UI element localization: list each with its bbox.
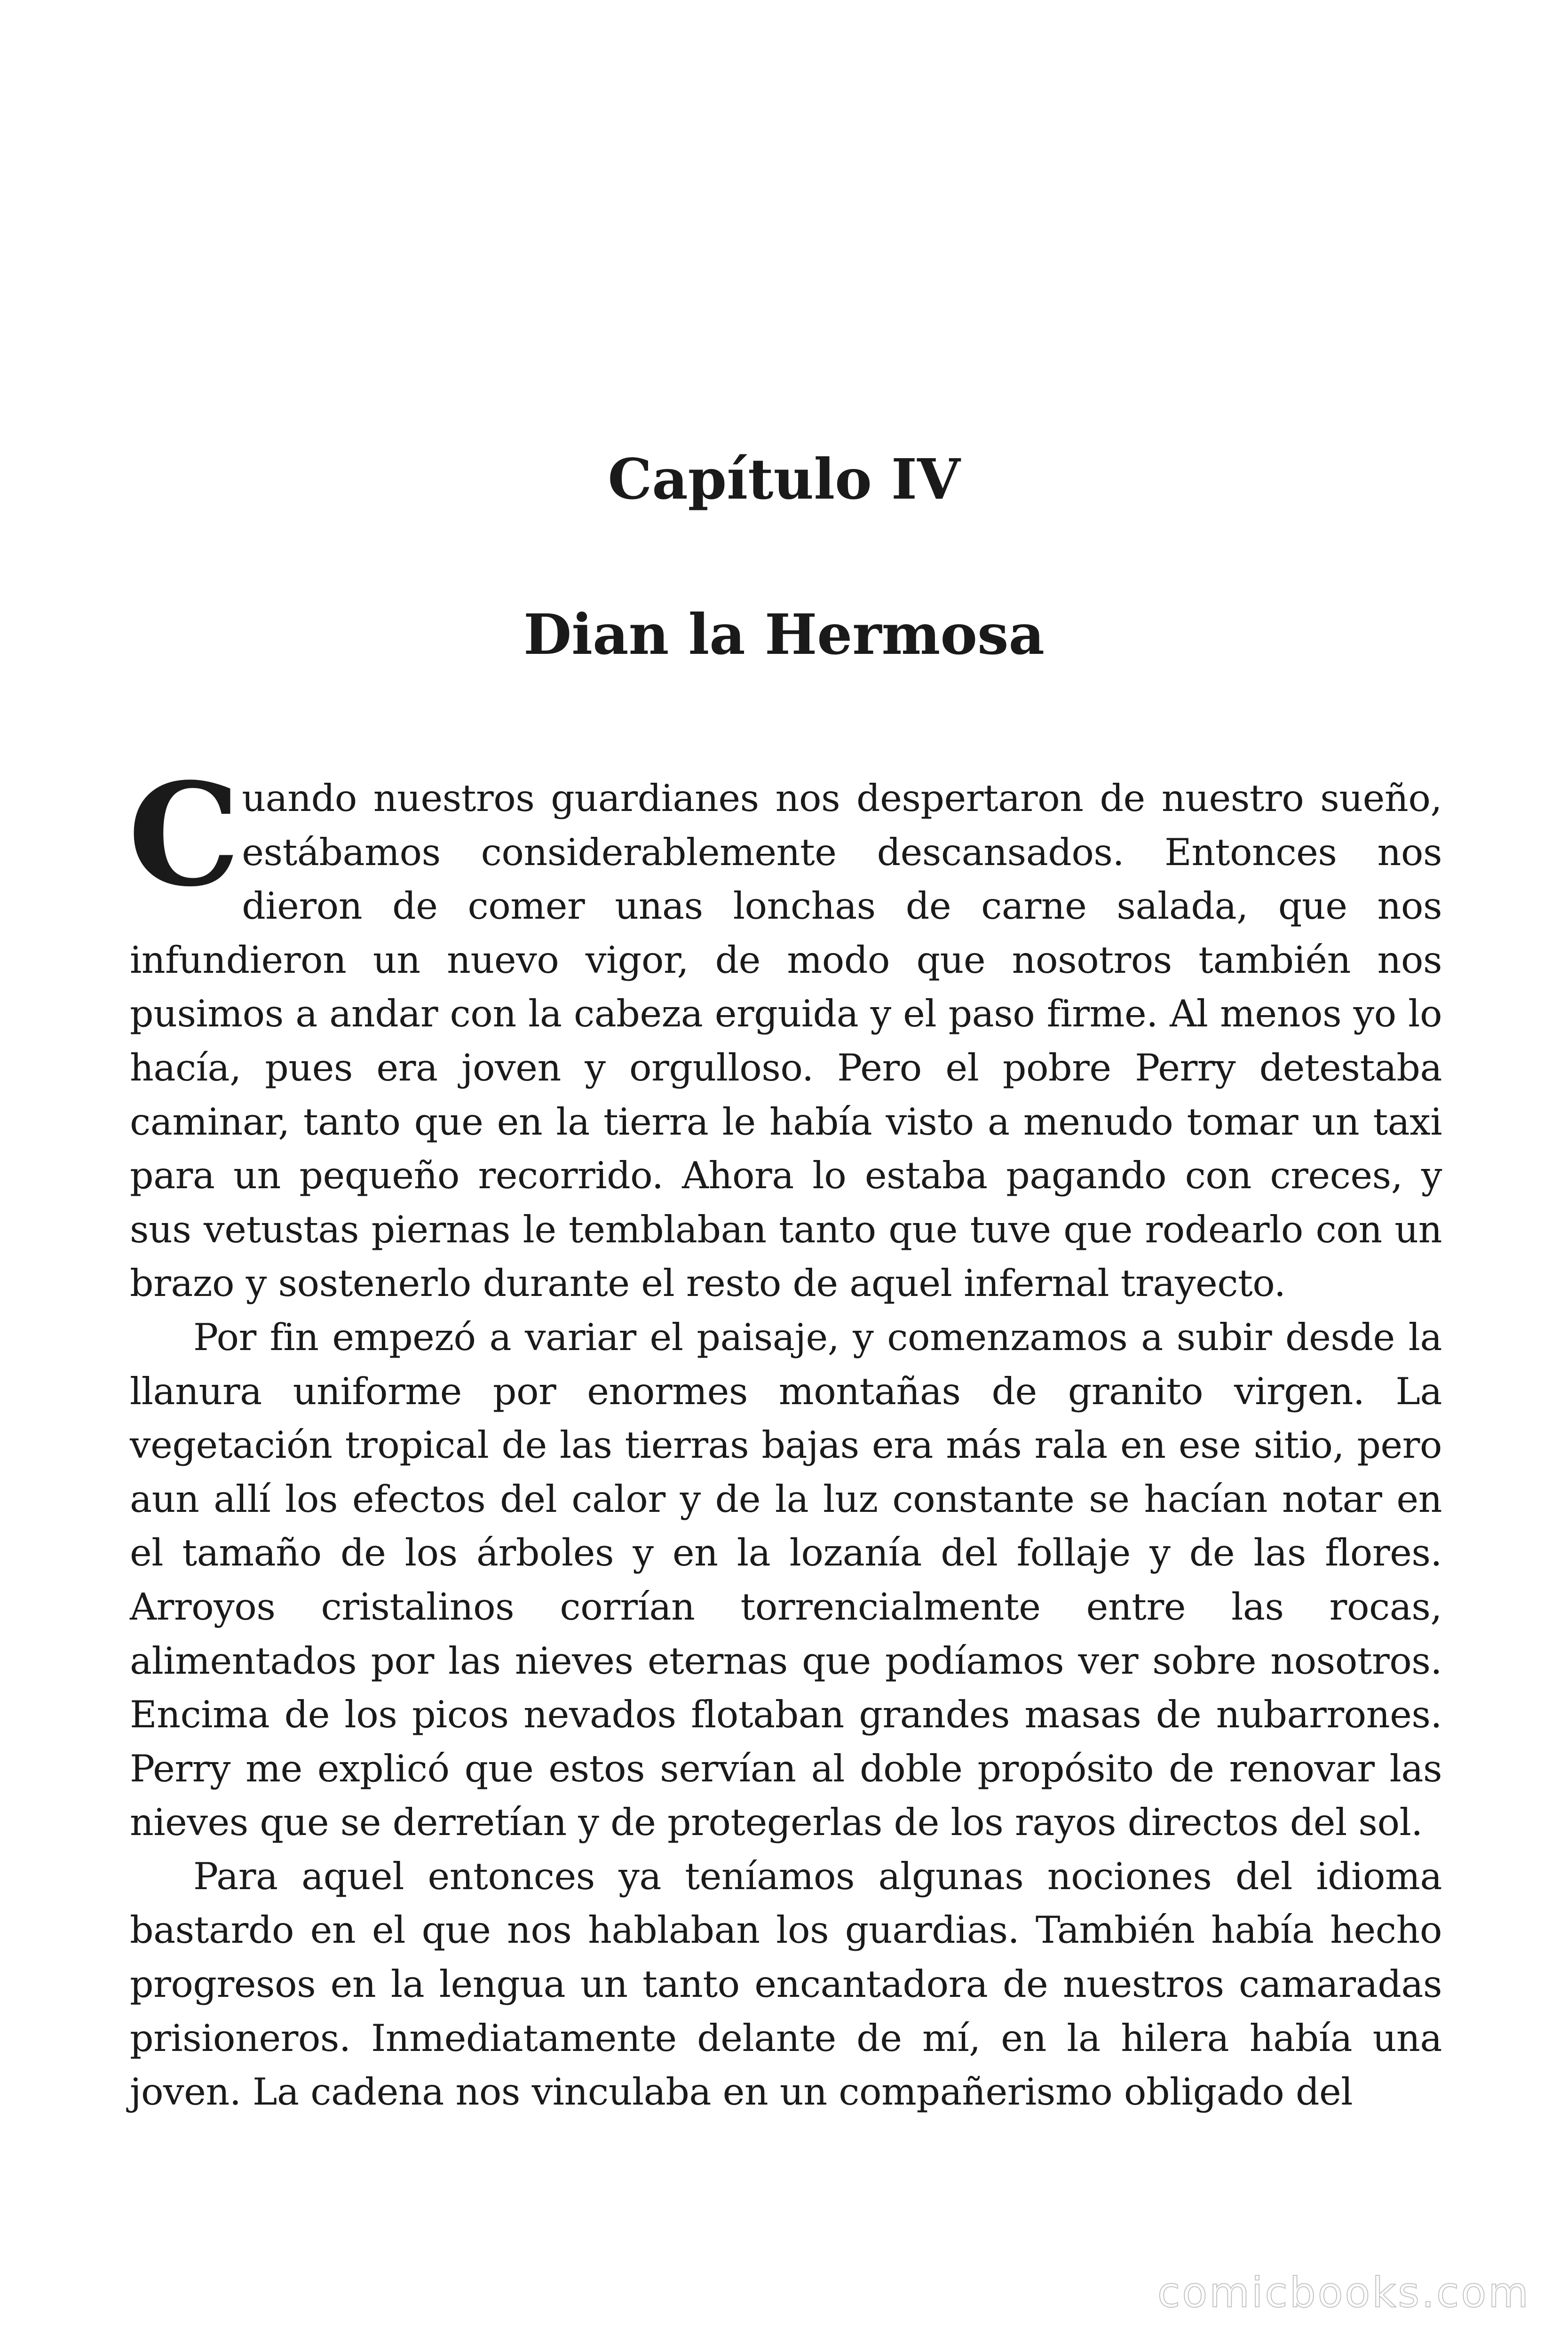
drop-cap: C — [128, 752, 240, 918]
paragraph-2: Por fin empezó a variar el paisaje, y comenzamos a subir desde la llanura uniforme por enormes montañas de granito virgen. La vegetación tropical de las tierras bajas era más rala en ese sitio, pero aun allí los efectos del calor y de la luz constante se hacían notar en el tamaño de los árboles y en la lozanía del follaje y de las flores. Arroyos cristalinos corrían torrencialmente entre las rocas, alimentados por las nieves eternas que podíamos ver sobre nosotros. Encima de los picos nevados flotaban grandes masas de nubarrones. Perry me explicó que estos servían al doble propósito de renovar las nieves que se derretían y de protegerlas de los rayos directos del sol. — [130, 1315, 1442, 1844]
body-text — [128, 752, 1442, 2119]
paragraph-3: Para aquel entonces ya teníamos algunas nociones del idioma bastardo en el que nos hablaban los guardias. También había hecho progresos en la lengua un tanto encantadora de nuestros camaradas prisioneros. Inmediatamente delante de mí, en la hilera había una joven. La cadena nos vinculaba en un compañerismo obligado del — [130, 1854, 1442, 2114]
chapter-number: Capítulo IV — [608, 446, 960, 512]
paragraph-1-text: uando nuestros guardianes nos despertaron de nuestro sueño, estábamos considerablemente descansados. Entonces nos dieron de comer unas lonchas de carne salada, que nos infundieron un nuevo vigor, de modo que nosotros también nos pusimos a andar con la cabeza erguida y el paso firme. Al menos yo lo hacía, pues era joven y orgulloso. Pero el pobre Perry detestaba caminar, tanto que en la tierra le había visto a menudo tomar un taxi para un pequeño recorrido. Ahora lo estaba pagando con creces, y sus vetustas piernas le temblaban tanto que tuve que rodearlo con un brazo y sostenerlo durante el resto de aquel infernal trayecto. — [130, 777, 1442, 1305]
paragraph-1 — [128, 752, 1442, 1311]
chapter-title: Dian la Hermosa — [523, 602, 1045, 667]
watermark: comicbooks.com — [1157, 2268, 1530, 2317]
